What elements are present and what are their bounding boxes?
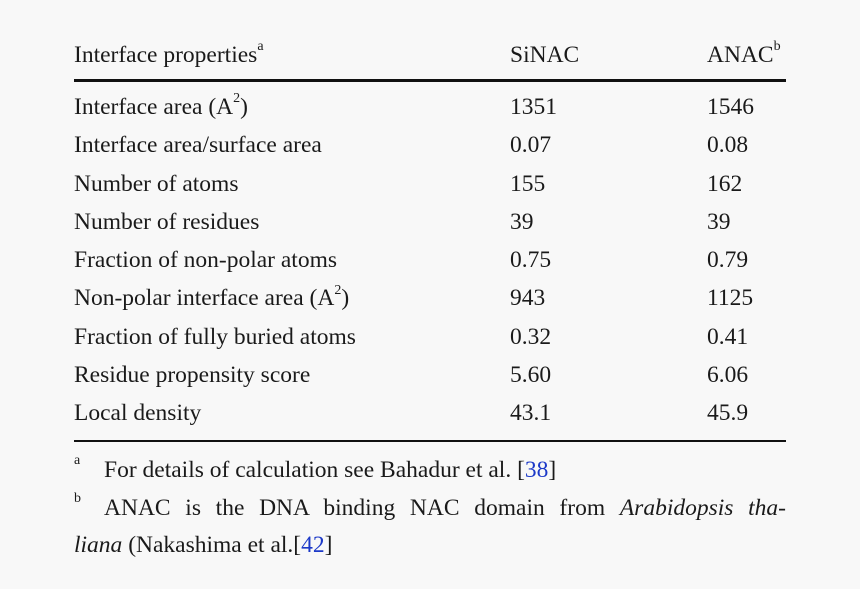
- properties-table: [74, 36, 786, 564]
- footnote-b-species-part2: liana: [74, 531, 123, 558]
- cell-anac: 0.41: [707, 323, 749, 350]
- table-row: [74, 165, 786, 203]
- footnote-a-text: For details of calculation see Bahadur et al. [: [104, 456, 525, 483]
- footnote-mark-b: b: [773, 39, 781, 55]
- footnote-a-bracket: ]: [548, 456, 557, 483]
- table-header-row: [74, 36, 786, 74]
- cell-sinac: 155: [510, 170, 546, 197]
- cell-anac: 0.79: [707, 247, 749, 274]
- footnote-a-mark: a: [74, 452, 81, 468]
- table-row: [74, 318, 786, 356]
- footnote-b-bracket: ]: [324, 531, 333, 558]
- cell-property: Interface area $(A^2)$: [74, 91, 248, 120]
- superscript: 2: [233, 91, 241, 107]
- table-row: [74, 394, 786, 432]
- table-row: [74, 356, 786, 394]
- cell-sinac: 0.07: [510, 132, 552, 159]
- cell-sinac: 1351: [510, 94, 557, 120]
- header-interface-properties: Interface properties$^a$: [74, 39, 264, 68]
- footnote-b-species-part1: Arabidopsis tha-: [619, 494, 786, 521]
- citation-link-42[interactable]: 42: [301, 531, 325, 558]
- table-row: [74, 88, 786, 126]
- table-body: [74, 88, 786, 433]
- cell-sinac: 943: [510, 285, 546, 312]
- cell-anac: 0.08: [707, 132, 749, 159]
- cell-sinac: 43.1: [510, 400, 552, 427]
- cell-sinac: 39: [510, 208, 534, 235]
- superscript: 2: [334, 282, 342, 298]
- bottom-rule: [74, 440, 786, 442]
- footnote-a: [74, 451, 786, 489]
- cell-property: Local density: [74, 400, 202, 427]
- table-row: [74, 279, 786, 317]
- header-sinac: SiNAC: [510, 42, 580, 68]
- footnote-b-text: ANAC is the DNA binding NAC domain from: [104, 494, 620, 521]
- table-row: [74, 126, 786, 164]
- citation-link-38[interactable]: 38: [524, 456, 549, 483]
- cell-sinac: 0.32: [510, 323, 552, 350]
- cell-anac: 162: [707, 170, 743, 197]
- cell-property: Number of atoms: [74, 170, 239, 197]
- table-row: [74, 203, 786, 241]
- footnote-b-mark: b: [74, 490, 81, 506]
- cell-anac: 1125: [707, 285, 754, 312]
- cell-property: Residue propensity score: [74, 362, 311, 389]
- cell-sinac: 5.60: [510, 362, 552, 389]
- header-rule: [74, 79, 786, 82]
- cell-property: Fraction of non-polar atoms: [74, 247, 338, 274]
- footnote-b-text2: (Nakashima et al.[: [122, 531, 302, 558]
- footnote-b-continuation: [74, 526, 786, 564]
- cell-property: Fraction of fully buried atoms: [74, 323, 356, 350]
- cell-anac: 6.06: [707, 362, 749, 389]
- header-anac: ANAC$^b$: [707, 39, 781, 68]
- cell-anac: 39: [707, 208, 731, 235]
- cell-anac: 1546: [707, 94, 754, 120]
- cell-property: Non-polar interface area $(A^2)$: [74, 282, 350, 312]
- footnote-mark-a: a: [257, 39, 264, 55]
- cell-property: Number of residues: [74, 208, 260, 235]
- cell-sinac: 0.75: [510, 247, 552, 274]
- cell-anac: 45.9: [707, 400, 749, 427]
- footnotes: [74, 451, 786, 564]
- cell-property: Interface area/surface area: [74, 132, 322, 159]
- footnote-b: [74, 489, 786, 527]
- table-row: [74, 241, 786, 279]
